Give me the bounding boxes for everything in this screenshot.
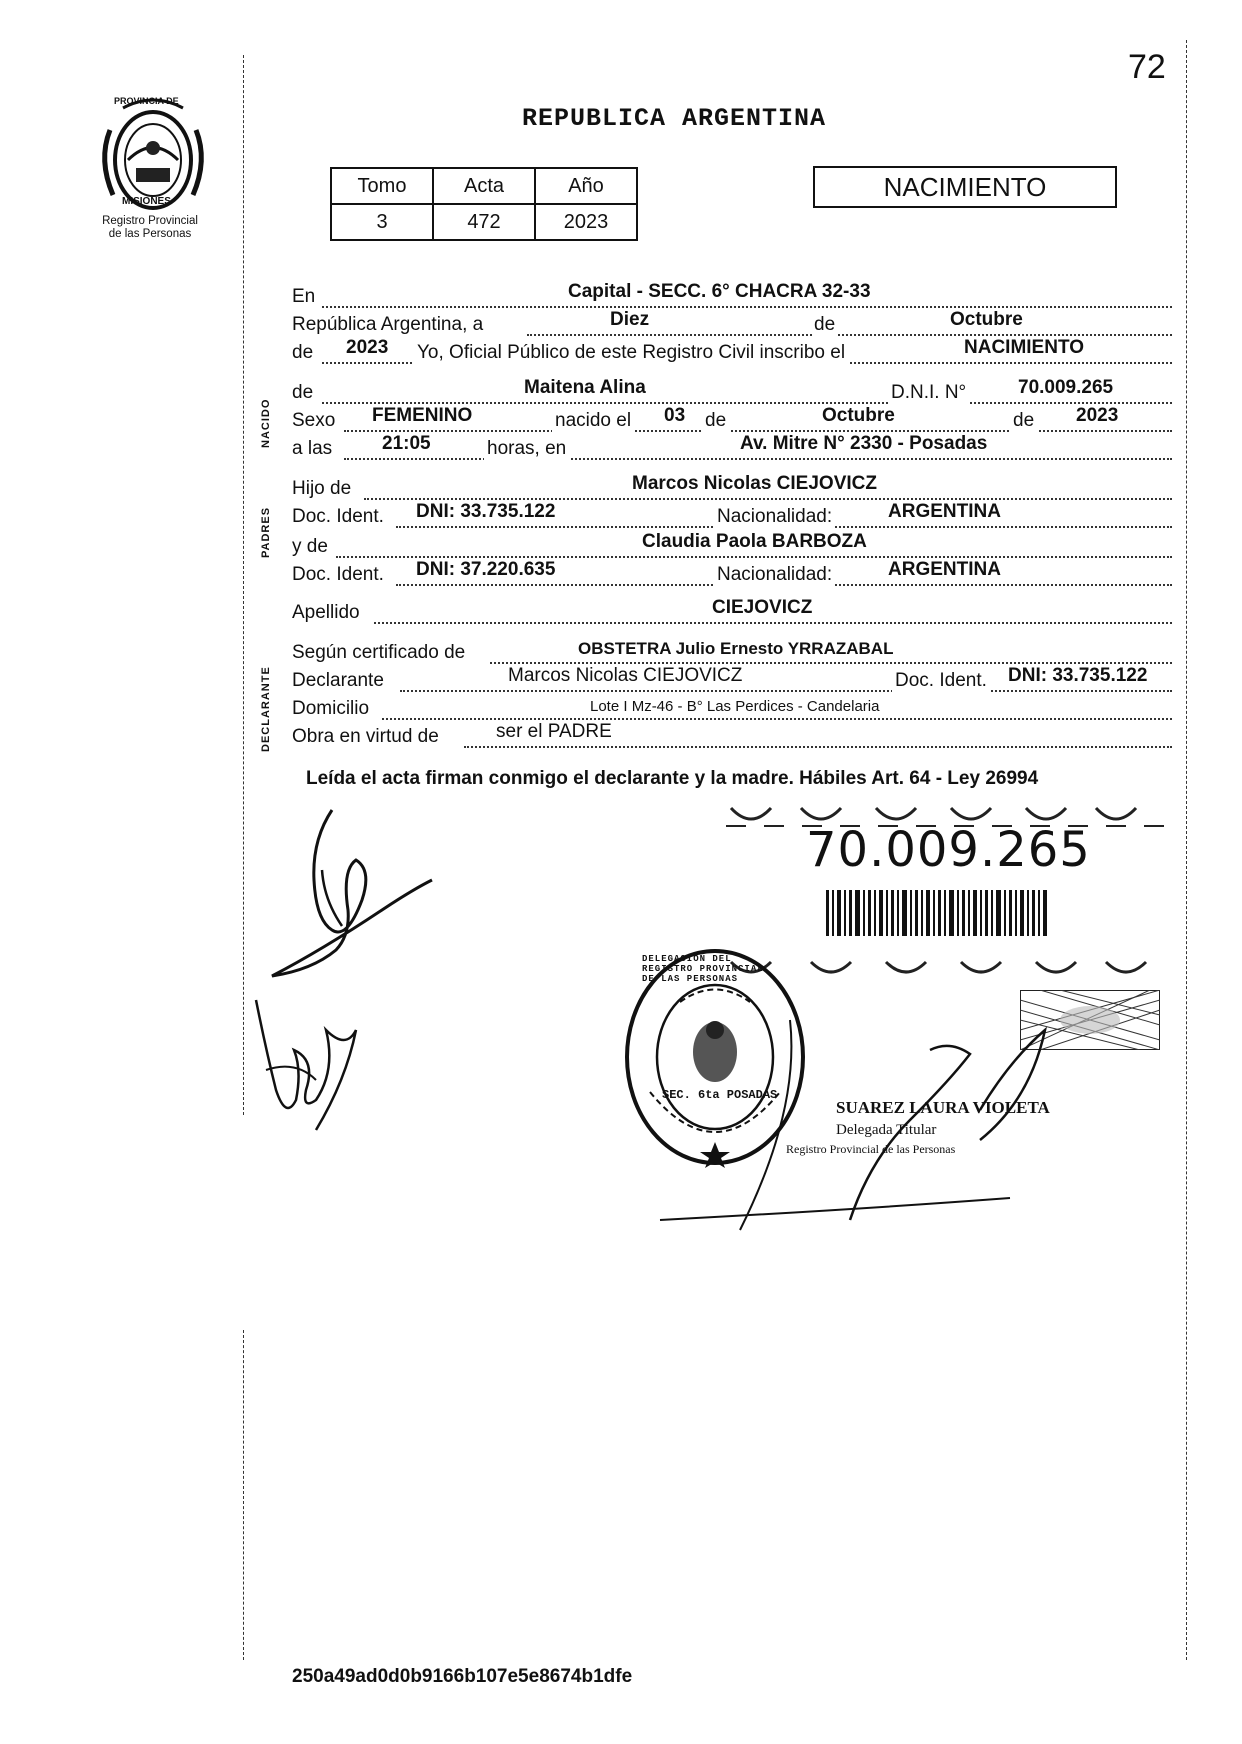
logo-bottom-text: MISIONES xyxy=(122,196,171,207)
row-declarante xyxy=(292,666,1172,694)
page-number: 72 xyxy=(1128,48,1166,86)
value-padre-doc: DNI: 33.735.122 xyxy=(416,501,556,522)
label-doc-padre: Doc. Ident. xyxy=(292,506,384,527)
row-domicilio xyxy=(292,694,1172,722)
value-nac-anio: 2023 xyxy=(1076,405,1119,426)
label-y-de: y de xyxy=(292,536,328,557)
label-de-nac-anio: de xyxy=(1010,410,1037,432)
signature-declarante xyxy=(252,800,442,980)
margin-line-left xyxy=(243,55,244,1115)
label-yo-oficial: Yo, Oficial Público de este Registro Civil inscribo el xyxy=(414,342,848,364)
dotted-line xyxy=(490,662,1172,664)
statement-text: Leída el acta firman conmigo el declarante y la madre. Hábiles Art. 64 - Ley 26994 xyxy=(306,768,1039,789)
value-nombre: Maitena Alina xyxy=(524,377,646,398)
label-nacionalidad-madre: Nacionalidad: xyxy=(714,564,835,586)
row-hora xyxy=(292,434,1172,462)
value-lugar: Capital - SECC. 6° CHACRA 32-33 xyxy=(568,281,871,302)
record-type-box: NACIMIENTO xyxy=(813,166,1117,208)
label-de-anio: de xyxy=(292,342,314,363)
row-obra xyxy=(292,722,1172,750)
value-declarante: Marcos Nicolas CIEJOVICZ xyxy=(508,665,743,686)
dotted-line xyxy=(336,556,1172,558)
label-a-las: a las xyxy=(292,438,333,459)
dotted-line xyxy=(344,458,1172,460)
dotted-line xyxy=(400,690,1172,692)
label-dni: D.N.I. N° xyxy=(888,382,969,404)
label-de-nac-mes: de xyxy=(702,410,729,432)
value-madre-nac: ARGENTINA xyxy=(888,559,1001,580)
value-sexo: FEMENINO xyxy=(372,405,473,426)
dotted-line xyxy=(527,334,1172,336)
barcode-image xyxy=(826,890,1052,936)
label-republica: República Argentina, a xyxy=(292,314,484,335)
logo-top-text: PROVINCIA DE xyxy=(114,96,179,106)
value-certificado: OBSTETRA Julio Ernesto YRRAZABAL xyxy=(578,639,894,658)
label-nacido-el: nacido el xyxy=(552,410,634,432)
value-declarante-doc: DNI: 33.735.122 xyxy=(1008,665,1148,686)
value-nac-dia: 03 xyxy=(664,405,686,426)
label-doc-declarante: Doc. Ident. xyxy=(892,670,990,692)
value-apellido: CIEJOVICZ xyxy=(712,597,813,618)
label-obra: Obra en virtud de xyxy=(292,726,439,747)
document-hash: 250a49ad0d0b9166b107e5e8674b1dfe xyxy=(292,1666,633,1687)
value-madre: Claudia Paola BARBOZA xyxy=(642,531,867,552)
margin-line-left-lower xyxy=(243,1330,244,1660)
label-segun-certificado: Según certificado de xyxy=(292,642,466,663)
value-obra: ser el PADRE xyxy=(496,721,612,742)
side-label-nacido: NACIDO xyxy=(260,398,272,448)
official-name: SUAREZ LAURA VIOLETA xyxy=(836,1098,1050,1117)
registry-caption-line-1: Registro Provincial xyxy=(102,215,198,227)
label-nacionalidad-padre: Nacionalidad: xyxy=(714,506,835,528)
row-madre-doc xyxy=(292,560,1172,588)
table-value-tomo: 3 xyxy=(331,204,433,240)
label-de-mes: de xyxy=(814,314,836,335)
row-inscribe xyxy=(292,338,1172,366)
dotted-line xyxy=(374,622,1172,624)
dotted-line xyxy=(322,306,1172,308)
table-header-tomo: Tomo xyxy=(331,168,433,204)
label-horas-en: horas, en xyxy=(484,438,569,460)
value-madre-doc: DNI: 37.220.635 xyxy=(416,559,556,580)
value-nac-mes: Octubre xyxy=(822,405,895,426)
value-lugar-nac: Av. Mitre N° 2330 - Posadas xyxy=(740,433,988,454)
dotted-line xyxy=(464,746,1172,748)
side-label-padres: PADRES xyxy=(260,506,272,558)
label-domicilio: Domicilio xyxy=(292,698,370,719)
row-apellido xyxy=(292,598,1172,626)
dotted-line xyxy=(382,718,1172,720)
margin-line-right xyxy=(1186,40,1187,1660)
dotted-line xyxy=(322,402,1172,404)
value-inscribe: NACIMIENTO xyxy=(964,337,1084,358)
label-declarante: Declarante xyxy=(292,670,384,691)
value-domicilio: Lote I Mz-46 - B° Las Perdices - Candelaria xyxy=(590,698,880,715)
document-title: REPUBLICA ARGENTINA xyxy=(522,104,827,133)
value-padre-nac: ARGENTINA xyxy=(888,501,1001,522)
row-sexo xyxy=(292,406,1172,434)
label-apellido: Apellido xyxy=(292,602,360,623)
row-padre-doc xyxy=(292,502,1172,530)
row-padre xyxy=(292,474,1172,502)
value-anio: 2023 xyxy=(346,337,389,358)
value-mes: Octubre xyxy=(950,309,1023,330)
label-doc-madre: Doc. Ident. xyxy=(292,564,384,585)
dotted-line xyxy=(364,498,1172,500)
label-hijo-de: Hijo de xyxy=(292,478,352,499)
label-de-nombre: de xyxy=(292,382,314,403)
registry-caption-line-2: de las Personas xyxy=(108,228,192,240)
seal-inner-text: SEC. 6ta POSADAS xyxy=(662,1088,778,1102)
value-dia: Diez xyxy=(610,309,650,330)
row-certificado xyxy=(292,638,1172,666)
value-dni: 70.009.265 xyxy=(1018,377,1114,398)
official-registry: Registro Provincial de las Personas xyxy=(786,1142,956,1156)
side-label-declarante: DECLARANTE xyxy=(260,666,272,752)
value-padre: Marcos Nicolas CIEJOVICZ xyxy=(632,473,877,494)
row-madre xyxy=(292,532,1172,560)
row-en xyxy=(292,282,1172,310)
table-value-acta: 472 xyxy=(433,204,535,240)
registry-caption xyxy=(70,215,230,241)
label-en: En xyxy=(292,286,316,307)
signature-madre xyxy=(246,990,376,1140)
table-value-anio: 2023 xyxy=(535,204,637,240)
official-role: Delegada Titular xyxy=(836,1122,937,1138)
table-header-anio: Año xyxy=(535,168,637,204)
row-nombre xyxy=(292,378,1172,406)
label-sexo: Sexo xyxy=(292,410,336,431)
value-hora: 21:05 xyxy=(382,433,431,454)
row-fecha xyxy=(292,310,1172,338)
stamp-number: 70.009.265 xyxy=(806,822,1091,878)
registry-table xyxy=(330,167,638,241)
table-header-acta: Acta xyxy=(433,168,535,204)
dotted-line xyxy=(344,430,1172,432)
seal-ring-text: DELEGACION DEL REGISTRO PROVINCIAL DE LAS PERSONAS xyxy=(642,954,764,984)
